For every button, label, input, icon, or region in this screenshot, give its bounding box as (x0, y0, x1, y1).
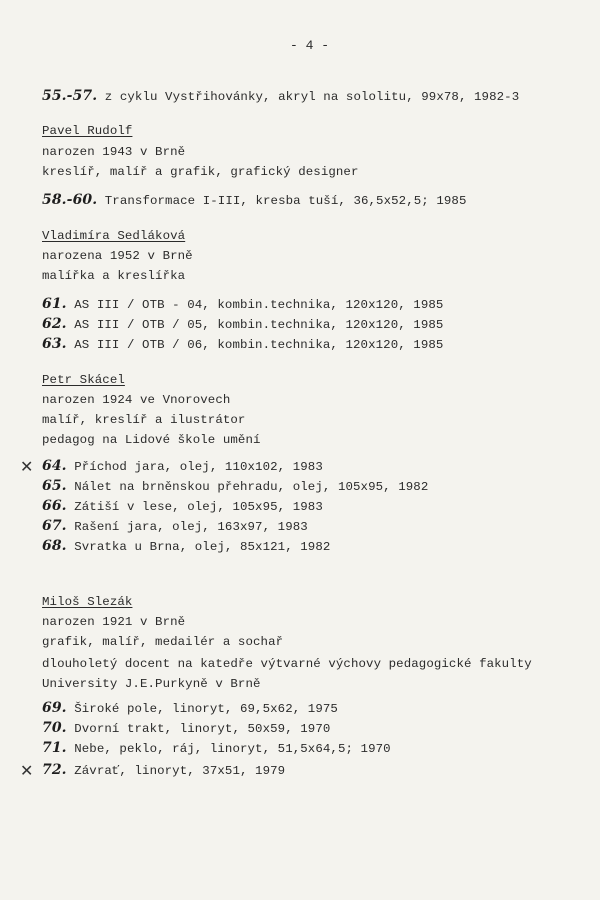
catalog-entry (42, 762, 285, 779)
handwritten-catalog-number: 70. (42, 720, 67, 736)
handwritten-catalog-number: 65. (42, 478, 67, 494)
handwritten-catalog-number: 68. (42, 538, 67, 554)
handwritten-x-mark-icon: ✕ (20, 761, 34, 780)
catalog-entry (42, 336, 443, 353)
artist-name-heading: Petr Skácel (42, 373, 125, 387)
catalog-entry (42, 88, 519, 105)
entry-text: dlouholetý docent na katedře výtvarné výchovy pedagogické fakulty (42, 657, 532, 671)
entry-text: narozen 1943 v Brně (42, 145, 186, 159)
catalog-entry (42, 538, 330, 555)
handwritten-catalog-number: 71. (42, 740, 67, 756)
handwritten-catalog-number: 66. (42, 498, 67, 514)
handwritten-catalog-number: 63. (42, 336, 67, 352)
entry-text: malíř, kreslíř a ilustrátor (42, 413, 246, 427)
text-line (42, 248, 193, 264)
catalog-entry (42, 316, 443, 333)
entry-text: z cyklu Vystřihovánky, akryl na sololitu, 99x78, 1982-3 (97, 90, 520, 104)
text-line (42, 634, 283, 650)
artist-name-heading: Vladimíra Sedláková (42, 229, 186, 243)
catalog-entry (42, 478, 428, 495)
entry-text: Nálet na brněnskou přehradu, olej, 105x95, 1982 (66, 480, 429, 494)
artist-name-heading: Miloš Slezák (42, 595, 133, 609)
text-line (42, 164, 359, 180)
catalog-entry (42, 458, 323, 475)
entry-text: Závrať, linoryt, 37x51, 1979 (66, 764, 286, 778)
entry-text: Rašení jara, olej, 163x97, 1983 (66, 520, 308, 534)
handwritten-catalog-number: 55.-57. (42, 88, 98, 104)
handwritten-catalog-number: 72. (42, 762, 67, 778)
text-line (42, 144, 185, 160)
handwritten-x-mark-icon: ✕ (20, 457, 34, 476)
entry-text: Zátiší v lese, olej, 105x95, 1983 (66, 500, 323, 514)
text-line (42, 676, 261, 692)
entry-text: Svratka u Brna, olej, 85x121, 1982 (66, 540, 331, 554)
entry-text: grafik, malíř, medailér a sochař (42, 635, 284, 649)
handwritten-catalog-number: 58.-60. (42, 192, 98, 208)
catalog-entry (42, 720, 330, 737)
entry-text: Nebe, peklo, ráj, linoryt, 51,5x64,5; 1970 (66, 742, 391, 756)
handwritten-catalog-number: 67. (42, 518, 67, 534)
entry-text: AS III / OTB / 05, kombin.technika, 120x120, 1985 (66, 318, 444, 332)
entry-text: narozen 1924 ve Vnorovech (42, 393, 231, 407)
entry-text: malířka a kreslířka (42, 269, 186, 283)
handwritten-catalog-number: 69. (42, 700, 67, 716)
text-line (42, 656, 532, 672)
page-number: - 4 - (290, 38, 330, 53)
catalog-entry (42, 518, 308, 535)
catalog-entry (42, 296, 443, 313)
text-line (42, 412, 245, 428)
entry-text: pedagog na Lidové škole umění (42, 433, 261, 447)
handwritten-catalog-number: 62. (42, 316, 67, 332)
text-line (42, 614, 185, 630)
text-line (42, 392, 230, 408)
catalog-entry (42, 498, 323, 515)
entry-text: Široké pole, linoryt, 69,5x62, 1975 (66, 702, 338, 716)
artist-name-heading: Pavel Rudolf (42, 124, 133, 138)
entry-text: Příchod jara, olej, 110x102, 1983 (66, 460, 323, 474)
entry-text: AS III / OTB - 04, kombin.technika, 120x120, 1985 (66, 298, 444, 312)
handwritten-catalog-number: 64. (42, 458, 67, 474)
entry-text: narozena 1952 v Brně (42, 249, 193, 263)
catalog-entry (42, 740, 391, 757)
entry-text: Dvorní trakt, linoryt, 50x59, 1970 (66, 722, 331, 736)
text-line (42, 268, 185, 284)
entry-text: Transformace I-III, kresba tuší, 36,5x52,5; 1985 (97, 194, 467, 208)
handwritten-catalog-number: 61. (42, 296, 67, 312)
catalog-entry (42, 700, 338, 717)
entry-text: kreslíř, malíř a grafik, grafický designer (42, 165, 359, 179)
catalog-entry (42, 192, 466, 209)
entry-text: narozen 1921 v Brně (42, 615, 186, 629)
entry-text: AS III / OTB / 06, kombin.technika, 120x120, 1985 (66, 338, 444, 352)
text-line (42, 432, 261, 448)
entry-text: University J.E.Purkyně v Brně (42, 677, 261, 691)
